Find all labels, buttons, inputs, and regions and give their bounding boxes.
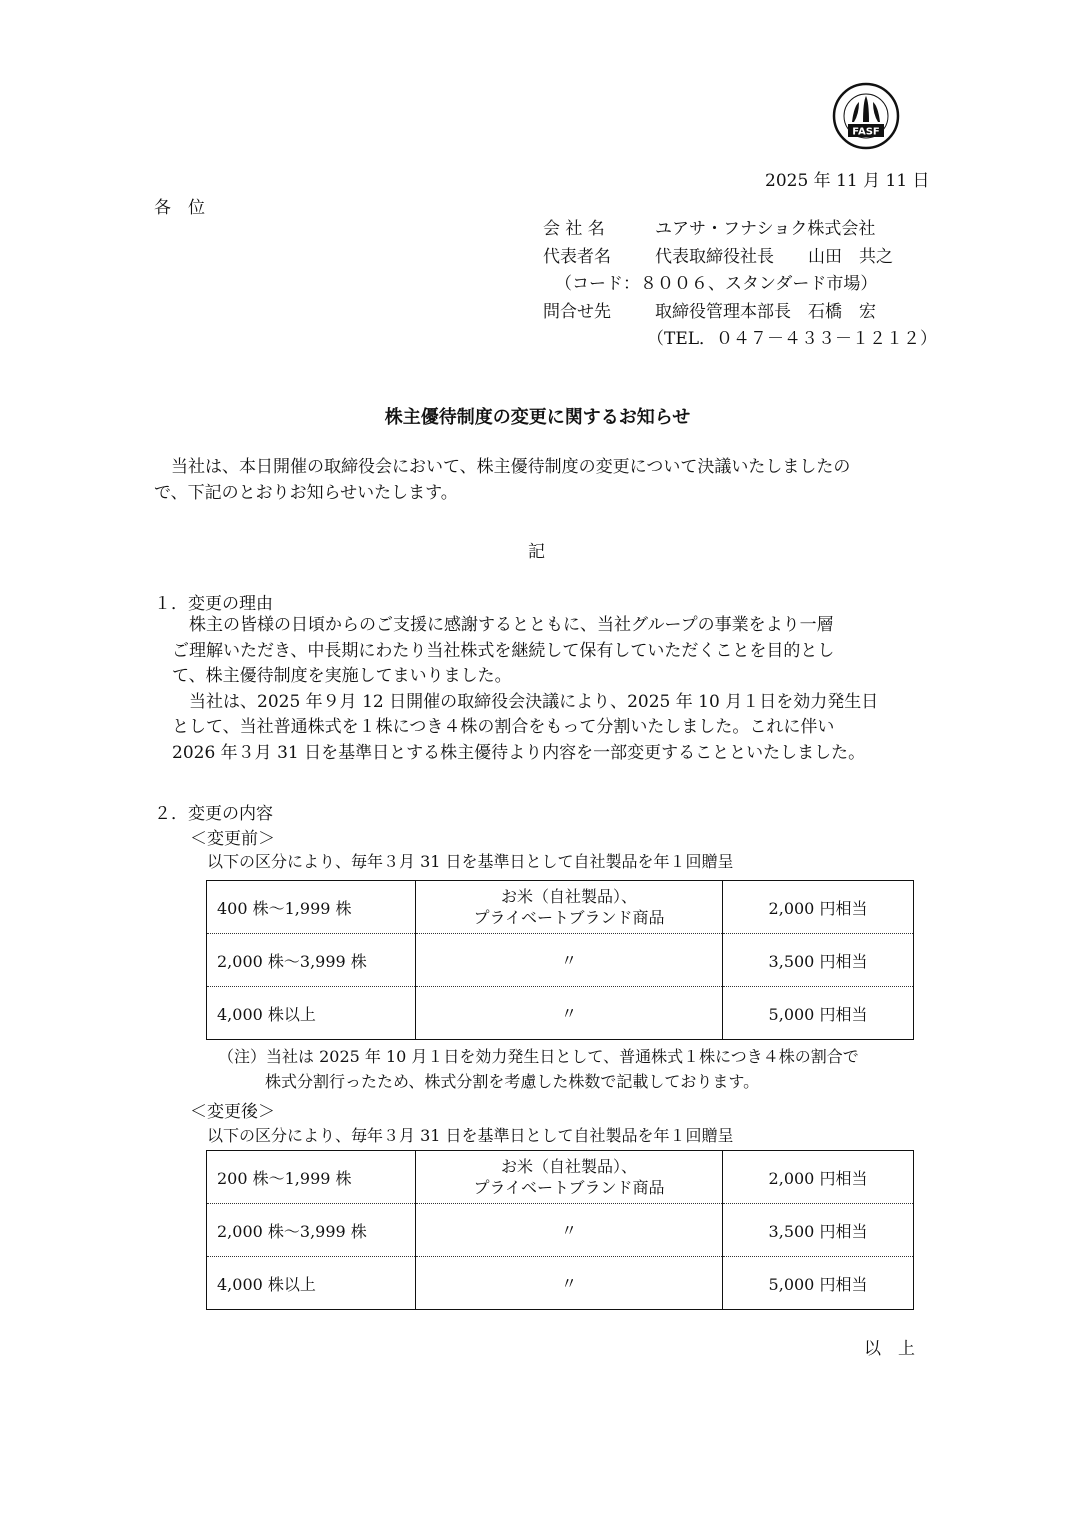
tel-line [543,326,937,354]
before-table [206,880,914,1040]
intro-paragraph [154,455,850,506]
before-label: ＜変更前＞ [190,829,275,849]
table-row [207,1204,914,1257]
item-cell: 〃 [416,1257,723,1310]
value-cell: 2,000 円相当 [723,1151,914,1204]
company-row [543,216,937,244]
after-label: ＜変更後＞ [190,1102,275,1122]
addressee: 各 位 [154,198,205,218]
contact-label: 問合せ先 [543,301,611,322]
value-cell: 2,000 円相当 [723,881,914,934]
value-cell: 5,000 円相当 [723,1257,914,1310]
document-title: 株主優待制度の変更に関するお知らせ [384,407,691,428]
shares-cell: 2,000 株～3,999 株 [207,1204,416,1257]
item-cell [416,881,723,934]
note-line: 株式分割行ったため、株式分割を考慮した株数で記載しております。 [265,1072,760,1091]
logo-text: FASF [852,126,880,138]
item-cell [416,1151,723,1204]
item-cell: 〃 [416,987,723,1040]
contact-name: 取締役管理本部長 石橋 宏 [655,301,876,322]
stock-code: （コード：８００６、スタンダード市場） [555,274,878,294]
sender-block [543,216,937,354]
shares-cell: 2,000 株～3,999 株 [207,934,416,987]
section1-line: 2026 年３月 31 日を基準日とする株主優待より内容を一部変更することといたしました。 [172,742,866,763]
value-cell: 5,000 円相当 [723,987,914,1040]
section1-line: 当社は、2025 年９月 12 日開催の取締役会決議により、2025 年 10 月１日を効力発生日 [172,691,879,712]
section1-line: として、当社普通株式を１株につき４株の割合をもって分割いたしました。これに伴い [172,717,835,737]
company-label: 会 社 名 [543,219,605,239]
table-row [207,881,914,934]
shares-cell: 200 株～1,999 株 [207,1151,416,1204]
ki-mark: 記 [528,542,545,562]
document-date: 2025 年 11 月 11 日 [765,171,930,191]
shares-cell: 4,000 株以上 [207,1257,416,1310]
tel-number: （TEL．０４７－４３３－１２１２） [647,329,938,349]
item-line: プライベートブランド商品 [473,908,665,927]
intro-line: で、下記のとおりお知らせいたします。 [154,482,458,503]
table-row [207,1257,914,1310]
section1-line: 株主の皆様の日頃からのご支援に感謝するとともに、当社グループの事業をより一層 [172,615,834,635]
note-line: （注）当社は 2025 年 10 月１日を効力発生日として、普通株式１株につき４株の割合で [218,1047,859,1066]
after-table [206,1150,914,1310]
closing-mark: 以 上 [864,1339,915,1359]
table-row [207,987,914,1040]
representative-name: 代表取締役社長 山田 共之 [655,246,893,267]
item-cell: 〃 [416,1204,723,1257]
table-row [207,934,914,987]
contact-row [543,299,937,327]
section1-line: ご理解いただき、中長期にわたり当社株式を継続して保有していただくことを目的とし [172,640,835,661]
before-description: 以下の区分により、毎年３月 31 日を基準日として自社製品を年１回贈呈 [207,852,734,871]
stock-code-line [543,271,937,299]
value-cell: 3,500 円相当 [723,1204,914,1257]
representative-label: 代表者名 [543,246,611,267]
value-cell: 3,500 円相当 [723,934,914,987]
shares-cell: 400 株～1,999 株 [207,881,416,934]
shares-cell: 4,000 株以上 [207,987,416,1040]
section1-heading: １．変更の理由 [154,594,273,614]
intro-line: 当社は、本日開催の取締役会において、株主優待制度の変更について決議いたしましたの [154,457,851,477]
fasf-logo [832,82,900,150]
representative-row [543,244,937,272]
section1-body [172,613,878,766]
section1-line: て、株主優待制度を実施してまいりました。 [172,666,512,686]
item-line: お米（自社製品）、 [500,887,637,906]
table-row [207,1151,914,1204]
section2-heading: ２．変更の内容 [154,804,273,824]
item-line: お米（自社製品）、 [500,1157,637,1176]
company-name: ユアサ・フナショク株式会社 [655,219,876,239]
item-cell: 〃 [416,934,723,987]
after-description: 以下の区分により、毎年３月 31 日を基準日として自社製品を年１回贈呈 [207,1126,734,1145]
item-line: プライベートブランド商品 [473,1178,665,1197]
